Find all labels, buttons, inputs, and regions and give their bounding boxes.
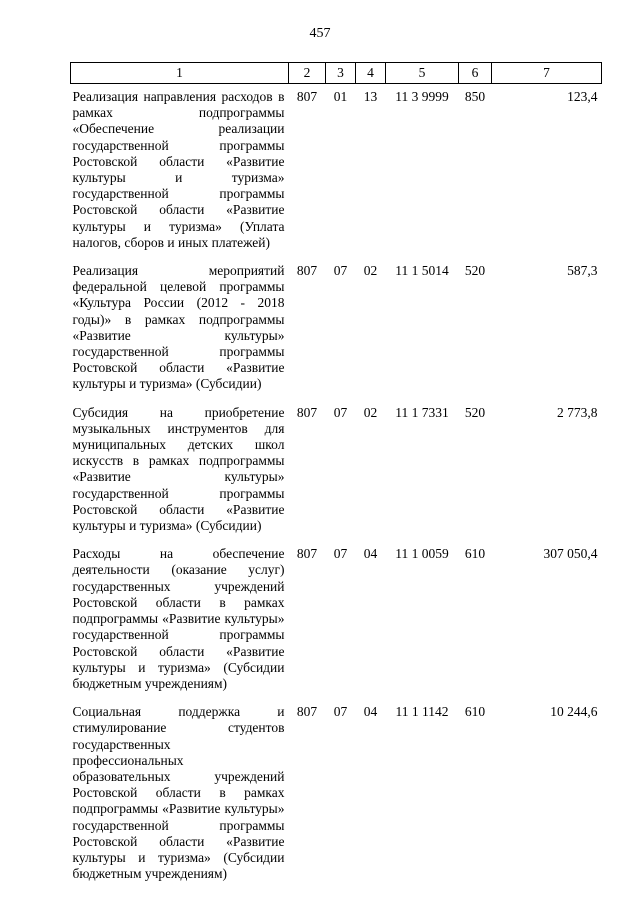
header-col-1: 1 (71, 63, 289, 84)
row-description: Реализация мероприятий федеральной целевой программы «Культура России (2012 - 2018 годы)» в рамках подпрограммы «Развитие культуры» государственной программы Ростовской области «Развитие культуры и туризма» (Субсидии) (72, 263, 285, 392)
table-body (71, 84, 602, 890)
table-row (71, 699, 602, 889)
row-col-4: 04 (363, 546, 378, 562)
row-description: Расходы на обеспечение деятельности (оказание услуг) государственных учреждений Ростовской области в рамках подпрограммы «Развитие культуры» государственной программы Ростовской области «Развитие культуры и туризма» (Субсидии бюджетным учреждениям) (72, 546, 285, 691)
row-col-5: 11 1 5014 (395, 263, 449, 279)
row-amount: 123,4 (567, 89, 598, 104)
row-col-5: 11 1 0059 (395, 546, 449, 562)
page-number: 457 (309, 26, 331, 41)
row-col-6: 520 (464, 404, 486, 420)
row-description: Субсидия на приобретение музыкальных инструментов для муниципальных детских школ искусств в рамках подпрограммы «Развитие культуры» государственной программы Ростовской области «Развитие культуры и туризма» (Субсидии) (72, 404, 285, 534)
row-col-3: 07 (333, 546, 348, 562)
row-amount: 2 773,8 (557, 404, 598, 420)
row-col-5: 11 1 7331 (395, 404, 449, 420)
header-col-7: 7 (492, 63, 602, 84)
row-col-2: 807 (296, 546, 318, 562)
row-col-6: 520 (464, 263, 486, 279)
row-col-3: 07 (333, 404, 348, 420)
row-amount: 587,3 (567, 263, 598, 279)
table-row (71, 84, 602, 259)
row-amount: 307 050,4 (543, 546, 598, 562)
row-col-2: 807 (296, 89, 318, 104)
header-col-5: 5 (386, 63, 459, 84)
row-col-6: 610 (464, 546, 486, 562)
row-amount: 10 244,6 (550, 704, 598, 720)
row-col-3: 07 (333, 263, 348, 279)
row-col-2: 807 (296, 263, 318, 279)
row-col-3: 01 (333, 89, 348, 104)
table-row (71, 400, 602, 542)
row-col-2: 807 (296, 704, 318, 720)
header-col-4: 4 (356, 63, 386, 84)
row-col-4: 02 (363, 404, 378, 420)
row-col-2: 807 (296, 404, 318, 420)
row-col-5: 11 1 1142 (395, 704, 449, 720)
row-description: Реализация направления расходов в рамках подпрограммы «Обеспечение реализации государственной программы Ростовской области «Развитие культуры и туризма» государственной программы Ростовской области «Развитие культуры и туризма» (Уплата налогов, сборов и иных платежей) (72, 89, 285, 250)
row-col-6: 610 (464, 704, 486, 720)
row-col-4: 02 (363, 263, 378, 279)
budget-table (70, 62, 602, 889)
header-col-6: 6 (459, 63, 492, 84)
table-header (71, 63, 602, 84)
header-row (71, 63, 602, 84)
table-row (71, 541, 602, 699)
row-col-3: 07 (333, 704, 348, 720)
row-description: Социальная поддержка и стимулирование студентов государственных профессиональных образовательных учреждений Ростовской области в рамках подпрограммы «Развитие культуры» государственной программы Ростовской области «Развитие культуры и туризма» (Субсидии бюджетным учреждениям) (72, 704, 285, 882)
row-col-5: 11 3 9999 (395, 89, 449, 104)
row-col-4: 04 (363, 704, 378, 720)
header-col-2: 2 (289, 63, 326, 84)
row-col-4: 13 (363, 89, 378, 104)
row-col-6: 850 (464, 89, 486, 104)
table-row (71, 258, 602, 400)
header-col-3: 3 (326, 63, 356, 84)
